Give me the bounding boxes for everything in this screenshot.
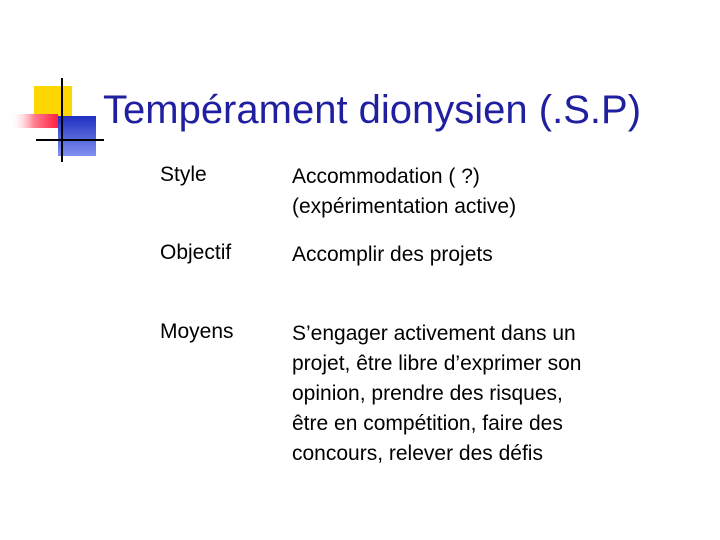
squares-logo-icon	[0, 0, 110, 170]
row-value	[292, 319, 642, 469]
row-value-line: opinion, prendre des risques,	[292, 382, 563, 405]
row-value-line: projet, être libre d’exprimer son	[292, 352, 582, 375]
row-value	[292, 162, 642, 222]
slide-title: Tempérament dionysien (.S.P)	[103, 88, 642, 132]
row-value-line: Accomplir des projets	[292, 243, 493, 266]
row-value-line: S’engager activement dans un	[292, 322, 576, 345]
row-value-line: (expérimentation active)	[292, 195, 517, 218]
row-label: Style	[160, 163, 207, 186]
row-value-line: concours, relever des défis	[292, 442, 543, 465]
row-label: Moyens	[160, 320, 234, 343]
row-value	[292, 240, 642, 270]
row-value-line: être en compétition, faire des	[292, 412, 563, 435]
row-value-line: Accommodation ( ?)	[292, 165, 480, 188]
row-label: Objectif	[160, 241, 232, 264]
